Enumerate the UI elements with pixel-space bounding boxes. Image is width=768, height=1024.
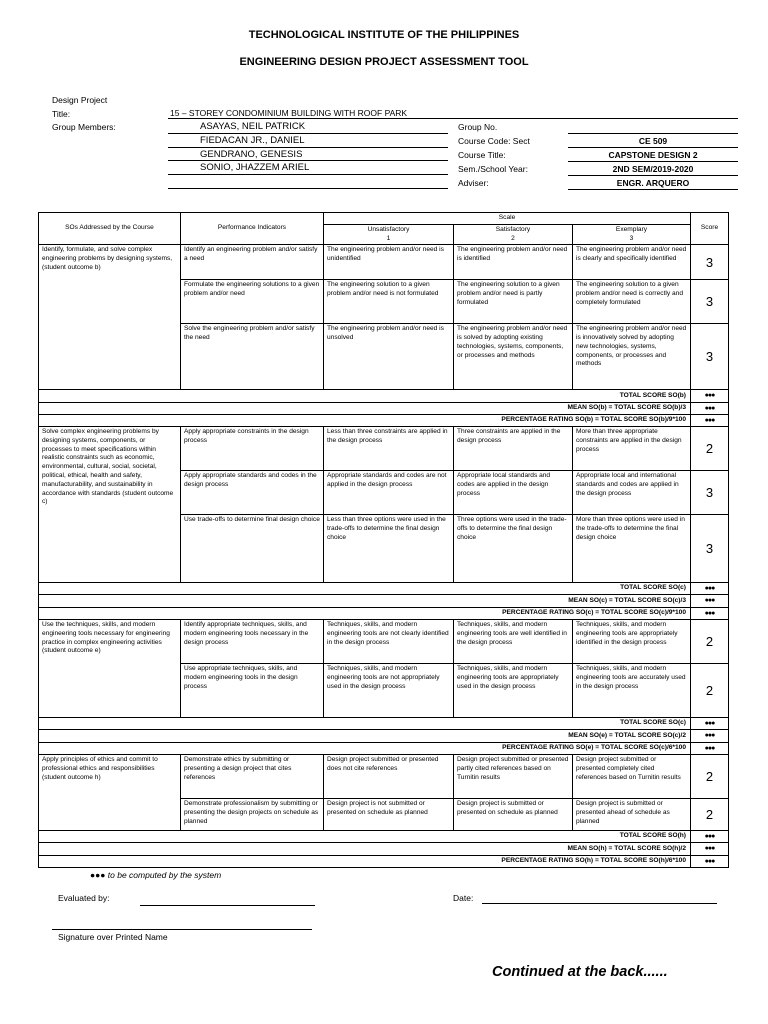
design-project-label: Design Project [52,95,108,105]
header-unsatisfactory: Unsatisfactory 1 [324,224,454,245]
unsatisfactory-cell: Design project is not submitted or presented on schedule as planned [324,798,454,830]
member-3: GENDRANO, GENESIS [200,149,303,160]
member-4: SONIO, JHAZZEM ARIEL [200,162,310,173]
score-cell: 3 [691,245,729,280]
continued-note: Continued at the back...... [492,964,668,980]
score-cell: 3 [691,515,729,583]
assessment-table [38,212,729,868]
exemplary-cell: The engineering problem and/or need is clearly and specifically identified [573,245,691,280]
mean-so-e: MEAN SO(e) = TOTAL SCORE SO(c)/2 [39,730,691,742]
satisfactory-cell: Techniques, skills, and modern engineering tools are well identified in the design process [454,620,573,664]
project-title-value: 15 – STOREY CONDOMINIUM BUILDING WITH ROOF PARK [170,108,408,118]
indicator-cell: Apply appropriate constraints in the design process [181,427,324,471]
indicator-cell: Formulate the engineering solutions to a given problem and/or need [181,280,324,324]
exemplary-cell: More than three appropriate constraints are applied in the design process [573,427,691,471]
unsatisfactory-cell: Techniques, skills, and modern engineering tools are not appropriately used in the design process [324,664,454,718]
sem-year-value: 2ND SEM/2019-2020 [612,164,694,174]
computed-placeholder: ●●● [691,843,729,855]
so-h-description: Apply principles of ethics and commit to professional ethics and responsibilities (student outcome h) [39,754,181,830]
date-label: Date: [453,893,474,903]
score-cell: 2 [691,798,729,830]
title-label: Title: [52,109,71,119]
percentage-rating-so-b: PERCENTAGE RATING SO(b) = TOTAL SCORE SO(b)/9*100 [39,414,691,426]
exemplary-cell: Techniques, skills, and modern engineering tools are appropriately identified in the design process [573,620,691,664]
score-cell: 3 [691,471,729,515]
satisfactory-cell: The engineering solution to a given problem and/or need is partly formulated [454,280,573,324]
header-scale: Scale [324,213,691,225]
indicator-cell: Use appropriate techniques, skills, and modern engineering tools in the design process [181,664,324,718]
exemplary-cell: The engineering problem and/or need is innovatively solved by adopting new technologies, systems, components, or processes and methods [573,324,691,390]
computed-placeholder: ●●● [691,742,729,754]
total-score-so-c: TOTAL SCORE SO(c) [39,583,691,595]
exemplary-cell: Design project is submitted or presented ahead of schedule as planned [573,798,691,830]
unsatisfactory-cell: Less than three options were used in the trade-offs to determine the final design choice [324,515,454,583]
institution-name: TECHNOLOGICAL INSTITUTE OF THE PHILIPPINES [248,29,520,41]
unsatisfactory-cell: The engineering solution to a given problem and/or need is not formulated [324,280,454,324]
exemplary-cell: Design project submitted or presented completely cited references based on Turnitin results [573,754,691,798]
exemplary-cell: More than three options were used in the trade-offs to determine the final design choice [573,515,691,583]
computed-placeholder: ●●● [691,607,729,619]
computed-note-text: to be computed by the system [107,870,222,880]
total-score-so-h: TOTAL SCORE SO(h) [39,830,691,842]
unsatisfactory-cell: Less than three constraints are applied in the design process [324,427,454,471]
indicator-cell: Identify appropriate techniques, skills, and modern engineering tools necessary in the design process [181,620,324,664]
so-b-description: Identify, formulate, and solve complex engineering problems by designing systems, (student outcome b) [39,245,181,390]
header-performance-indicators: Performance Indicators [181,213,324,245]
unsatisfactory-cell: Techniques, skills, and modern engineering tools are not clearly identified in the design process [324,620,454,664]
so-c-description: Solve complex engineering problems by designing systems, components, or processes to meet specifications within realistic constraints such as economic, environmental, cultural, social, societal, political, ethical, health and safety, manufacturability, and sustainability in accordance with standards (student outcome c) [39,427,181,583]
indicator-cell: Use trade-offs to determine final design choice [181,515,324,583]
mean-so-c: MEAN SO(c) = TOTAL SCORE SO(c)/3 [39,595,691,607]
computed-placeholder: ●●● [691,718,729,730]
score-cell: 2 [691,427,729,471]
satisfactory-cell: Design project is submitted or presented on schedule as planned [454,798,573,830]
header-exemplary: Exemplary 3 [573,224,691,245]
satisfactory-cell: Three constraints are applied in the design process [454,427,573,471]
so-e-description: Use the techniques, skills, and modern engineering tools necessary for engineering practice in complex engineering activities (student outcome e) [39,620,181,718]
exemplary-cell: The engineering solution to a given problem and/or need is correctly and completely formulated [573,280,691,324]
computed-placeholder: ●●● [691,830,729,842]
course-code-label: Course Code: Sect [458,136,530,146]
indicator-cell: Apply appropriate standards and codes in the design process [181,471,324,515]
computed-placeholder: ●●● [691,583,729,595]
computed-placeholder: ●●● [691,414,729,426]
indicator-cell: Demonstrate ethics by submitting or presenting a design project that cites references [181,754,324,798]
unsatisfactory-cell: The engineering problem and/or need is unidentified [324,245,454,280]
member-2: FIEDACAN JR., DANIEL [200,135,305,146]
member-1: ASAYAS, NEIL PATRICK [200,121,306,132]
satisfactory-cell: Design project submitted or presented partly cited references based on Turnitin results [454,754,573,798]
percentage-rating-so-h: PERCENTAGE RATING SO(h) = TOTAL SCORE SO(h)/6*100 [39,855,691,867]
header-score: Score [691,213,729,245]
header-satisfactory: Satisfactory 2 [454,224,573,245]
score-cell: 2 [691,754,729,798]
score-cell: 2 [691,620,729,664]
percentage-rating-so-c: PERCENTAGE RATING SO(c) = TOTAL SCORE SO(c)/9*100 [39,607,691,619]
unsatisfactory-cell: The engineering problem and/or need is unsolved [324,324,454,390]
sem-year-label: Sem./School Year: [458,164,528,174]
percentage-rating-so-e: PERCENTAGE RATING SO(e) = TOTAL SCORE SO(c)/6*100 [39,742,691,754]
indicator-cell: Identify an engineering problem and/or satisfy a need [181,245,324,280]
satisfactory-cell: The engineering problem and/or need is identified [454,245,573,280]
indicator-cell: Demonstrate professionalism by submitting or presenting the design projects on schedule as planned [181,798,324,830]
satisfactory-cell: Techniques, skills, and modern engineering tools are appropriately used in the design process [454,664,573,718]
course-code-value: CE 509 [638,136,668,146]
mean-so-b: MEAN SO(b) = TOTAL SCORE SO(b)/3 [39,402,691,414]
evaluated-by-label: Evaluated by: [58,893,110,903]
computed-placeholder: ●●● [691,390,729,402]
exemplary-cell: Techniques, skills, and modern engineering tools are accurately used in the design process [573,664,691,718]
satisfactory-cell: Three options were used in the trade-offs to determine the final design choice [454,515,573,583]
signature-label: Signature over Printed Name [58,932,168,942]
group-members-label: Group Members: [52,122,116,132]
computed-note [90,870,221,880]
header-sos: SOs Addressed by the Course [39,213,181,245]
course-title-label: Course Title: [458,150,506,160]
unsatisfactory-cell: Appropriate standards and codes are not applied in the design process [324,471,454,515]
unsatisfactory-cell: Design project submitted or presented does not cite references [324,754,454,798]
score-cell: 3 [691,280,729,324]
computed-placeholder: ●●● [691,730,729,742]
satisfactory-cell: The engineering problem and/or need is solved by adopting existing technologies, systems, components, or processes and methods [454,324,573,390]
document-title: ENGINEERING DESIGN PROJECT ASSESSMENT TOOL [239,56,529,68]
dots-symbol: ●●● [90,870,106,880]
exemplary-cell: Appropriate local and international standards and codes are applied in the design process [573,471,691,515]
course-title-value: CAPSTONE DESIGN 2 [608,150,698,160]
computed-placeholder: ●●● [691,402,729,414]
adviser-label: Adviser: [458,178,489,188]
score-cell: 2 [691,664,729,718]
satisfactory-cell: Appropriate local standards and codes are applied in the design process [454,471,573,515]
group-no-label: Group No. [458,122,498,132]
computed-placeholder: ●●● [691,855,729,867]
mean-so-h: MEAN SO(h) = TOTAL SCORE SO(h)/2 [39,843,691,855]
score-cell: 3 [691,324,729,390]
indicator-cell: Solve the engineering problem and/or satisfy the need [181,324,324,390]
total-score-so-e: TOTAL SCORE SO(c) [39,718,691,730]
total-score-so-b: TOTAL SCORE SO(b) [39,390,691,402]
adviser-value: ENGR. ARQUERO [616,178,690,188]
computed-placeholder: ●●● [691,595,729,607]
